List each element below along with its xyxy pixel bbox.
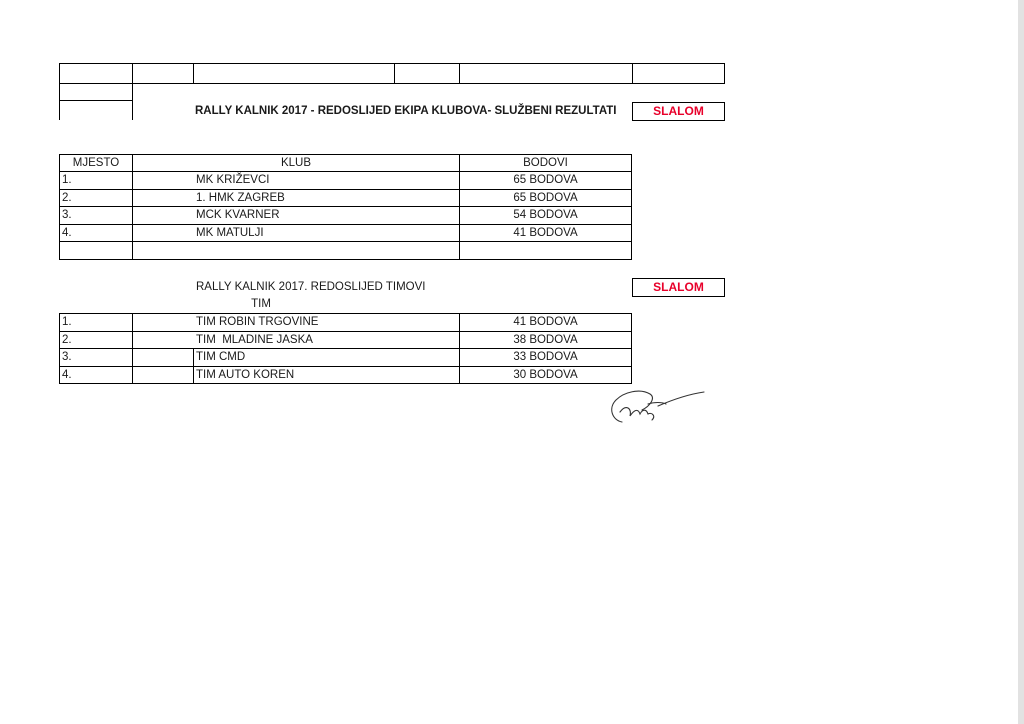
row-team: TIM MLADINE JASKA — [196, 334, 313, 346]
row-team: TIM AUTO KOREN — [196, 369, 295, 381]
row-club: MCK KVARNER — [196, 209, 280, 221]
teams-event-badge — [632, 278, 725, 297]
row-place: 3. — [62, 209, 72, 221]
signature — [600, 382, 710, 432]
clubs-event-badge — [632, 102, 725, 121]
teams-column-header: TIM — [251, 298, 271, 310]
row-club: MK MATULJI — [196, 227, 264, 239]
row-points: 41 BODOVA — [513, 227, 578, 239]
row-place: 2. — [62, 334, 72, 346]
row-place: 4. — [62, 369, 72, 381]
row-points: 38 BODOVA — [513, 334, 578, 346]
row-place: 4. — [62, 227, 72, 239]
row-place: 1. — [62, 174, 72, 186]
row-club: 1. HMK ZAGREB — [196, 192, 285, 204]
row-place: 2. — [62, 192, 72, 204]
column-header-place: MJESTO — [72, 157, 120, 169]
clubs-event-label: SLALOM — [653, 104, 704, 118]
row-team: TIM CMD — [196, 351, 246, 363]
row-team: TIM ROBIN TRGOVINE — [196, 316, 319, 328]
row-points: 41 BODOVA — [513, 316, 578, 328]
row-points: 33 BODOVA — [513, 351, 578, 363]
teams-event-label: SLALOM — [653, 280, 704, 294]
column-header-club: KLUB — [280, 157, 312, 169]
row-points: 65 BODOVA — [513, 174, 578, 186]
teams-section-title: RALLY KALNIK 2017. REDOSLIJED TIMOVI — [196, 281, 426, 293]
row-points: 65 BODOVA — [513, 192, 578, 204]
row-points: 30 BODOVA — [513, 369, 578, 381]
clubs-section-title: RALLY KALNIK 2017 - REDOSLIJED EKIPA KLUBOVA- SLUŽBENI REZULTATI — [195, 105, 617, 117]
row-place: 3. — [62, 351, 72, 363]
row-club: MK KRIŽEVCI — [196, 174, 270, 186]
scan-edge — [1018, 0, 1024, 724]
row-points: 54 BODOVA — [513, 209, 578, 221]
row-place: 1. — [62, 316, 72, 328]
column-header-points: BODOVI — [523, 157, 568, 169]
